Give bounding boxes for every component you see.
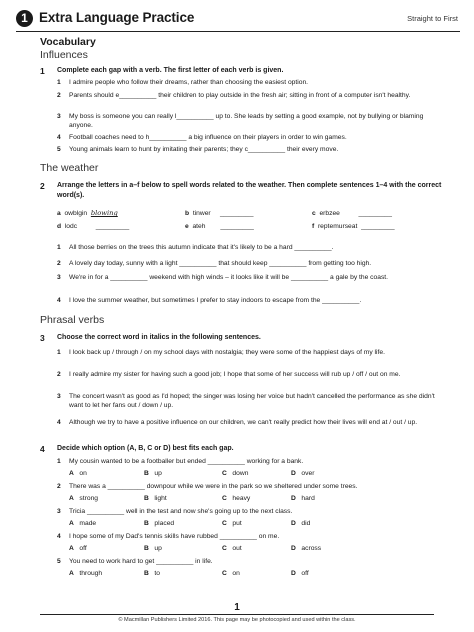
ex1-item-1: 1 I admire people who follow their dreams, rather than choosing the easiest option.: [57, 79, 309, 86]
unit-badge: 1: [16, 10, 33, 27]
ex4-item-1-options: A on B up C down D over: [69, 470, 315, 477]
ex4-item-4-options: A off B up C out D across: [69, 545, 322, 552]
influences-subheading: Influences: [40, 49, 88, 61]
page-title: Extra Language Practice: [39, 10, 195, 25]
phrasal-verbs-heading: Phrasal verbs: [40, 314, 105, 326]
exercise-3-number: 3: [40, 333, 45, 343]
ex3-item-1: 1 I look back up / through / on my school days with nostalgia; they were some of the happiest days of my life.: [57, 349, 385, 356]
ex3-item-3: 3 The concert wasn't as good as I'd hoped; the singer was losing her voice but hadn't cancelled the performance as she didn't want to let her fans out / down / up.: [57, 393, 435, 409]
page-header: [16, 10, 460, 32]
ex1-item-5: 5 Young animals learn to hunt by imitating their parents; they c__________ their every move.: [57, 146, 339, 153]
anagram-row-1: a owblgin blowing b tinwer _________ c erbzee _________: [57, 209, 392, 217]
ex4-item-2-options: A strong B light C heavy D hard: [69, 495, 315, 502]
exercise-4-instruction: Decide which option (A, B, C or D) best fits each gap.: [57, 445, 234, 452]
ex4-item-3: 3 Tricia __________ well in the test and now she's going up to the next class.: [57, 508, 293, 515]
ex2-item-3: 3 We're in for a __________ weekend with high winds – it looks like it will be __________ a gale by the coast.: [57, 274, 389, 281]
weather-heading: The weather: [40, 162, 99, 174]
copyright-notice: © Macmillan Publishers Limited 2016. This page may be photocopied and used within the class.: [118, 617, 356, 623]
ex2-item-1: 1 All those berries on the trees this autumn indicate that it's likely to be a hard __________.: [57, 244, 334, 251]
ex3-item-2: 2 I really admire my sister for having such a good job; I hope that some of her success will rub up / off / out on me.: [57, 371, 401, 378]
ex4-item-1: 1 My cousin wanted to be a footballer but ended __________ working for a bank.: [57, 458, 304, 465]
exercise-3-instruction: Choose the correct word in italics in the following sentences.: [57, 334, 261, 341]
course-name: Straight to First: [407, 14, 458, 23]
ex4-item-2: 2 There was a __________ downpour while we were in the park so we sheltered under some trees.: [57, 483, 358, 490]
exercise-1-number: 1: [40, 66, 45, 76]
ex1-item-2: 2 Parents should e__________ their children to play outside in the fresh air; sitting in front of a computer isn't healthy.: [57, 92, 411, 99]
footer-divider: [40, 614, 434, 615]
ex2-item-2: 2 A lovely day today, sunny with a light __________ that should keep __________ from getting too high.: [57, 260, 372, 267]
anagram-row-2: d lodc _________ e ateh _________ f reptemurseat _________: [57, 223, 395, 230]
page-number: 1: [234, 602, 240, 613]
ex4-item-4: 4 I hope some of my Dad's tennis skills have rubbed __________ on me.: [57, 533, 280, 540]
ex4-item-5: 5 You need to work hard to get __________ in life.: [57, 558, 213, 565]
ex2-item-4: 4 I love the summer weather, but sometimes I prefer to stay indoors to escape from the __________.: [57, 297, 362, 304]
ex4-item-5-options: A through B to C on D off: [69, 570, 309, 577]
exercise-2-number: 2: [40, 181, 45, 191]
ex4-item-3-options: A made B placed C put D did: [69, 520, 311, 527]
vocabulary-heading: Vocabulary: [40, 36, 96, 48]
exercise-4-number: 4: [40, 444, 45, 454]
exercise-2-instruction: Arrange the letters in a–f below to spell words related to the weather. Then complete sentences 1–4 with the correct word(s).: [57, 182, 442, 199]
ex1-item-4: 4 Football coaches need to h__________ a big influence on their players in order to win games.: [57, 134, 347, 141]
ex3-item-4: 4 Although we try to have a positive influence on our children, we can't really predict how their lives will end at / out / up.: [57, 419, 418, 426]
exercise-1-instruction: Complete each gap with a verb. The first letter of each verb is given.: [57, 67, 284, 74]
ex1-item-3: 3 My boss is someone you can really l__________ up to. She leads by setting a good example, not by bullying or blaming anyone.: [57, 113, 424, 129]
